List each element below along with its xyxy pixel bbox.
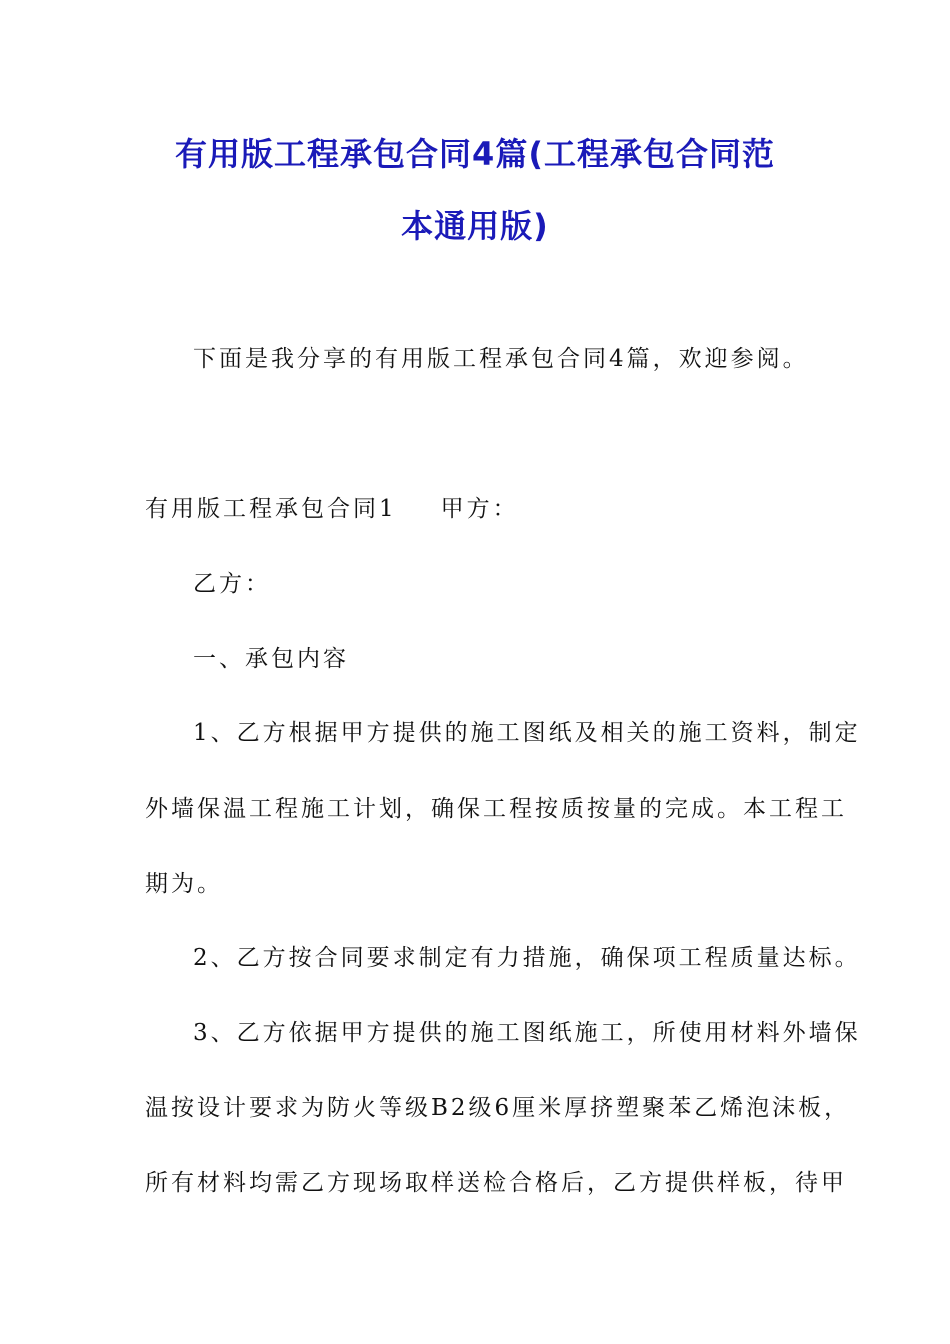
document-title-line-2: 本通用版) <box>401 207 549 245</box>
item-3-line-1: 3、乙方依据甲方提供的施工图纸施工，所使用材料外墙保 <box>193 1020 861 1046</box>
intro-paragraph: 下面是我分享的有用版工程承包合同4篇，欢迎参阅。 <box>193 346 809 372</box>
item-3-line-3: 所有材料均需乙方现场取样送检合格后，乙方提供样板，待甲 <box>145 1170 847 1196</box>
party-a-label: 甲方： <box>440 496 519 522</box>
section-heading: 一、承包内容 <box>193 646 349 672</box>
contract-heading-row <box>145 494 519 524</box>
contract-heading: 有用版工程承包合同1 <box>145 496 397 522</box>
item-1-line-2: 外墙保温工程施工计划，确保工程按质按量的完成。本工程工 <box>145 796 847 822</box>
item-3-line-2: 温按设计要求为防火等级B2级6厘米厚挤塑聚苯乙烯泡沫板， <box>145 1095 851 1121</box>
party-b-label: 乙方： <box>193 571 271 597</box>
item-1-line-1: 1、乙方根据甲方提供的施工图纸及相关的施工资料，制定 <box>193 720 861 746</box>
item-2: 2、乙方按合同要求制定有力措施，确保项工程质量达标。 <box>193 945 861 971</box>
item-1-line-3: 期为。 <box>145 871 223 897</box>
document-title-line-1: 有用版工程承包合同4篇(工程承包合同范 <box>175 135 775 173</box>
